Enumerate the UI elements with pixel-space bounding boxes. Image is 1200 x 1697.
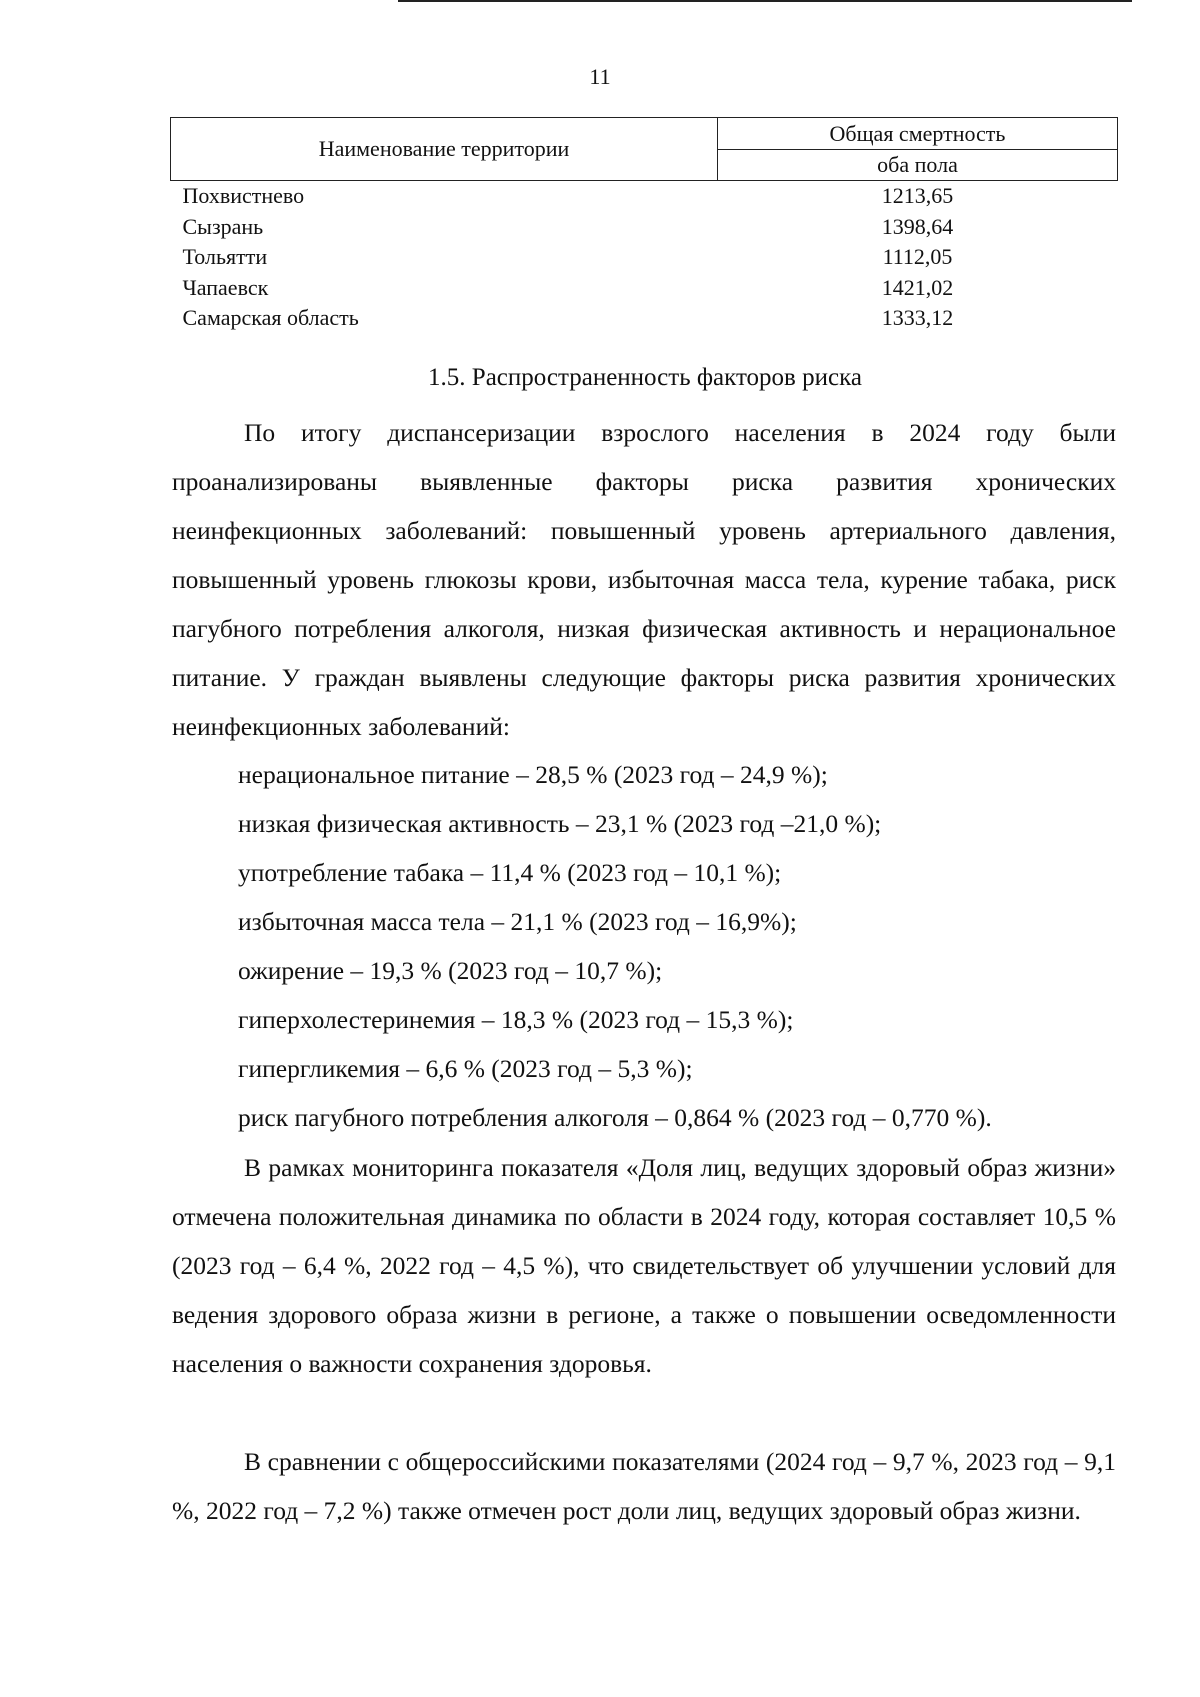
mortality-value: 1112,05: [882, 244, 953, 270]
sex-header: оба пола: [718, 150, 1118, 181]
territory-name: Похвистнево: [182, 183, 305, 209]
risk-factor-list: [238, 750, 992, 1142]
comparison-paragraph-block: [172, 1437, 1116, 1535]
table-row: [171, 242, 1118, 273]
list-item: гиперхолестеринемия – 18,3 % (2023 год – 15,3 %);: [238, 1005, 794, 1034]
mortality-table: [170, 117, 1118, 334]
territory-name: Сызрань: [182, 213, 264, 239]
list-item: ожирение – 19,3 % (2023 год – 10,7 %);: [238, 956, 663, 985]
section-title: 1.5. Распространенность факторов риска: [428, 364, 862, 391]
table-row: [171, 273, 1118, 304]
table-row: [171, 181, 1118, 212]
comparison-paragraph: В сравнении с общероссийскими показателями (2024 год – 9,7 %, 2023 год – 9,1 %, 2022 год – 7,2 %) также отмечен рост доли лиц, ведущих здоровый образ жизни.: [172, 1447, 1116, 1525]
intro-paragraph-block: [172, 408, 1116, 751]
monitoring-paragraph-block: [172, 1143, 1116, 1388]
mortality-value: 1213,65: [881, 183, 954, 209]
page-number: 11: [589, 64, 611, 89]
list-item: низкая физическая активность – 23,1 % (2023 год –21,0 %);: [238, 809, 882, 838]
territory-name: Чапаевск: [182, 274, 269, 300]
list-item: нерациональное питание – 28,5 % (2023 год – 24,9 %);: [238, 760, 828, 789]
territory-header: Наименование территории: [171, 118, 718, 181]
page-top-border: [398, 0, 1132, 2]
table-row: [171, 303, 1118, 334]
territory-name: Тольятти: [182, 244, 268, 270]
monitoring-paragraph: В рамках мониторинга показателя «Доля лиц, ведущих здоровый образ жизни» отмечена положительная динамика по области в 2024 году, которая составляет 10,5 % (2023 год – 6,4 %, 2022 год – 4,5 %), что свидетельствует об улучшении условий для ведения здорового образа жизни в регионе, а также о повышении осведомленности населения о важности сохранения здоровья.: [172, 1153, 1116, 1378]
mortality-value: 1333,12: [881, 305, 954, 331]
list-item: употребление табака – 11,4 % (2023 год – 10,1 %);: [238, 858, 782, 887]
table-row: [171, 212, 1118, 243]
list-item: избыточная масса тела – 21,1 % (2023 год – 16,9%);: [238, 907, 797, 936]
mortality-header: Общая смертность: [718, 118, 1118, 150]
list-item: риск пагубного потребления алкоголя – 0,864 % (2023 год – 0,770 %).: [238, 1103, 992, 1132]
mortality-value: 1421,02: [881, 274, 954, 300]
mortality-value: 1398,64: [881, 213, 954, 239]
intro-paragraph: По итогу диспансеризации взрослого населения в 2024 году были проанализированы выявленные факторы риска развития хронических неинфекционных заболеваний: повышенный уровень артериального давления, повышенный уровень глюкозы крови, избыточная масса тела, курение табака, риск пагубного потребления алкоголя, низкая физическая активность и нерациональное питание. У граждан выявлены следующие факторы риска развития хронических неинфекционных заболеваний:: [172, 418, 1116, 741]
territory-name: Самарская область: [182, 305, 359, 331]
list-item: гипергликемия – 6,6 % (2023 год – 5,3 %);: [238, 1054, 693, 1083]
